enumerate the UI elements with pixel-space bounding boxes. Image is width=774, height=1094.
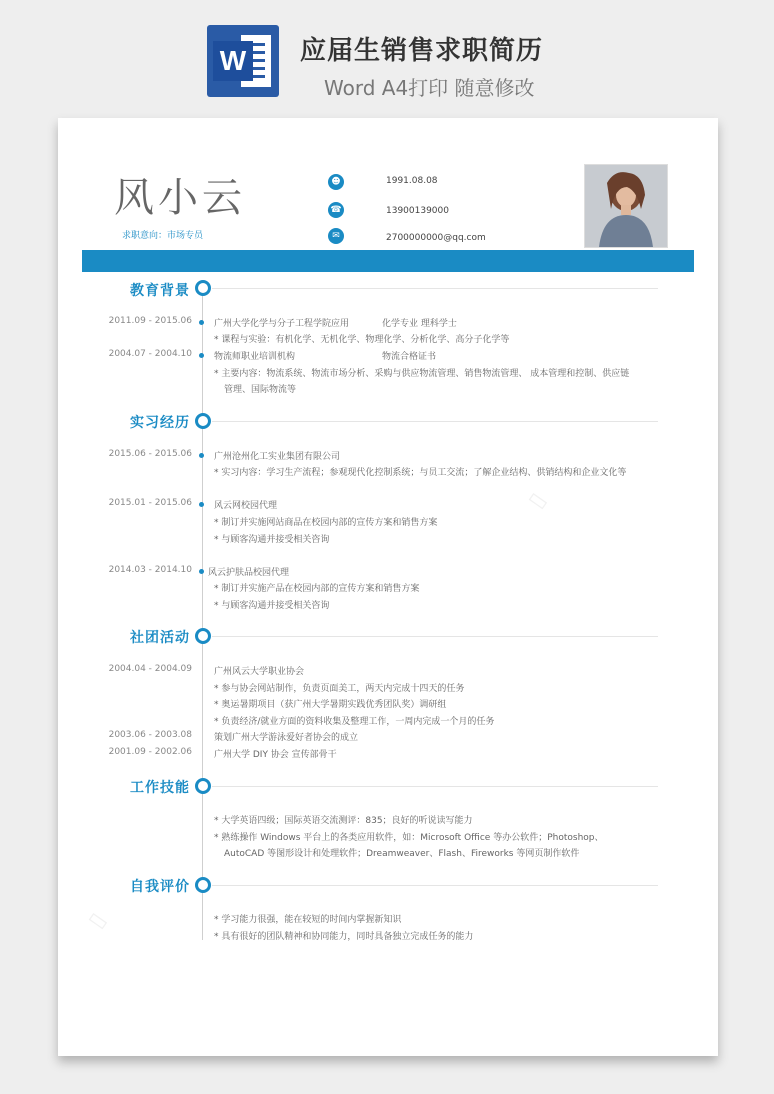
timeline-dot <box>199 320 204 325</box>
entry-text: * 负责经济/就业方面的资料收集及整理工作，一周内完成一个月的任务 <box>214 717 495 727</box>
entry-text: 物流合格证书 <box>382 352 437 362</box>
section-marker <box>195 778 211 794</box>
page-banner <box>0 0 774 110</box>
entry-text: * 学习能力很强，能在较短的时间内掌握新知识 <box>214 915 402 925</box>
timeline-line <box>202 284 203 940</box>
timeline-dot <box>199 353 204 358</box>
section-divider <box>212 288 658 289</box>
word-letter: W <box>213 41 253 81</box>
section-divider <box>212 786 658 787</box>
section-divider <box>212 636 658 637</box>
resume-page <box>58 118 718 1056</box>
timeline-dot <box>199 502 204 507</box>
section-title-self: 自我评价 <box>130 879 190 895</box>
entry-text: * 实习内容：学习生产流程；参观现代化控制系统；与员工交流；了解企业结构、供销结构和企业文化等 <box>214 468 627 478</box>
candidate-name: 风小云 <box>114 175 246 221</box>
watermark-shape: ▭ <box>82 904 115 937</box>
entry-text: 广州大学 DIY 协会 宣传部骨干 <box>214 750 337 760</box>
banner-subtitle: Word A4打印 随意修改 <box>324 76 535 100</box>
phone-icon: ☎ <box>328 202 344 218</box>
entry-text: 化学专业 理科学士 <box>382 319 457 329</box>
entry-text: * 奥运暑期项目（获广州大学暑期实践优秀团队奖）调研组 <box>214 700 447 710</box>
section-marker <box>195 628 211 644</box>
word-document-icon <box>207 25 279 97</box>
entry-text: * 与顾客沟通并接受相关咨询 <box>214 535 330 545</box>
section-title-clubs: 社团活动 <box>130 630 190 646</box>
date-label: 2001.09 - 2002.06 <box>108 747 192 757</box>
date-label: 2011.09 - 2015.06 <box>108 316 192 326</box>
entry-text: 物流师职业培训机构 <box>214 352 296 362</box>
entry-text: 广州沧州化工实业集团有限公司 <box>214 452 341 462</box>
section-title-education: 教育背景 <box>130 283 190 299</box>
section-marker <box>195 877 211 893</box>
date-label: 2014.03 - 2014.10 <box>108 565 192 575</box>
entry-text: * 制订并实施网站商品在校园内部的宣传方案和销售方案 <box>214 518 438 528</box>
section-marker <box>195 413 211 429</box>
section-title-internship: 实习经历 <box>130 415 190 431</box>
profile-photo <box>584 164 668 248</box>
portrait-image <box>585 165 667 247</box>
job-intent: 求职意向：市场专员 <box>122 231 204 241</box>
entry-text: * 参与协会网站制作，负责页面美工，两天内完成十四天的任务 <box>214 684 465 694</box>
timeline-dot <box>199 453 204 458</box>
watermark-shape: ▭ <box>522 484 555 517</box>
entry-text: 策划广州大学游泳爱好者协会的成立 <box>214 733 359 743</box>
entry-text: * 具有很好的团队精神和协同能力，同时具备独立完成任务的能力 <box>214 932 474 942</box>
entry-text: 广州风云大学职业协会 <box>214 667 305 677</box>
banner-title: 应届生销售求职简历 <box>300 36 544 66</box>
birth-date: 1991.08.08 <box>386 176 438 186</box>
entry-text: * 制订并实施产品在校园内部的宣传方案和销售方案 <box>214 584 420 594</box>
entry-text: 广州大学化学与分子工程学院应用 <box>214 319 350 329</box>
entry-text: * 与顾客沟通并接受相关咨询 <box>214 601 330 611</box>
user-icon: ☻ <box>328 174 344 190</box>
date-label: 2004.04 - 2004.09 <box>108 664 192 674</box>
phone-number: 13900139000 <box>386 206 449 216</box>
section-marker <box>195 280 211 296</box>
entry-text: * 课程与实验：有机化学、无机化学、物理化学、分析化学、高分子化学等 <box>214 335 510 345</box>
entry-text: * 大学英语四级；国际英语交流测评：835；良好的听说读写能力 <box>214 816 473 826</box>
date-label: 2015.01 - 2015.06 <box>108 498 192 508</box>
date-label: 2004.07 - 2004.10 <box>108 349 192 359</box>
date-label: 2003.06 - 2003.08 <box>108 730 192 740</box>
entry-text: 管理、国际物流等 <box>224 385 297 395</box>
email-address: 2700000000@qq.com <box>386 233 486 243</box>
entry-text: * 熟练操作 Windows 平台上的各类应用软件，如：Microsoft Office 等办公软件；Photoshop、 <box>214 833 604 843</box>
mail-icon: ✉ <box>328 228 344 244</box>
section-divider <box>212 421 658 422</box>
entry-text: 风云护肤品校园代理 <box>208 568 290 578</box>
entry-text: AutoCAD 等图形设计和处理软件；Dreamweaver、Flash、Fireworks 等网页制作软件 <box>224 849 580 859</box>
entry-text: * 主要内容：物流系统、物流市场分析、采购与供应物流管理、销售物流管理、 成本管理和控制、供应链 <box>214 369 630 379</box>
entry-text: 风云网校园代理 <box>214 501 278 511</box>
timeline-dot <box>199 569 204 574</box>
header-divider-band <box>82 250 694 272</box>
section-divider <box>212 885 658 886</box>
date-label: 2015.06 - 2015.06 <box>108 449 192 459</box>
section-title-skills: 工作技能 <box>130 780 190 796</box>
